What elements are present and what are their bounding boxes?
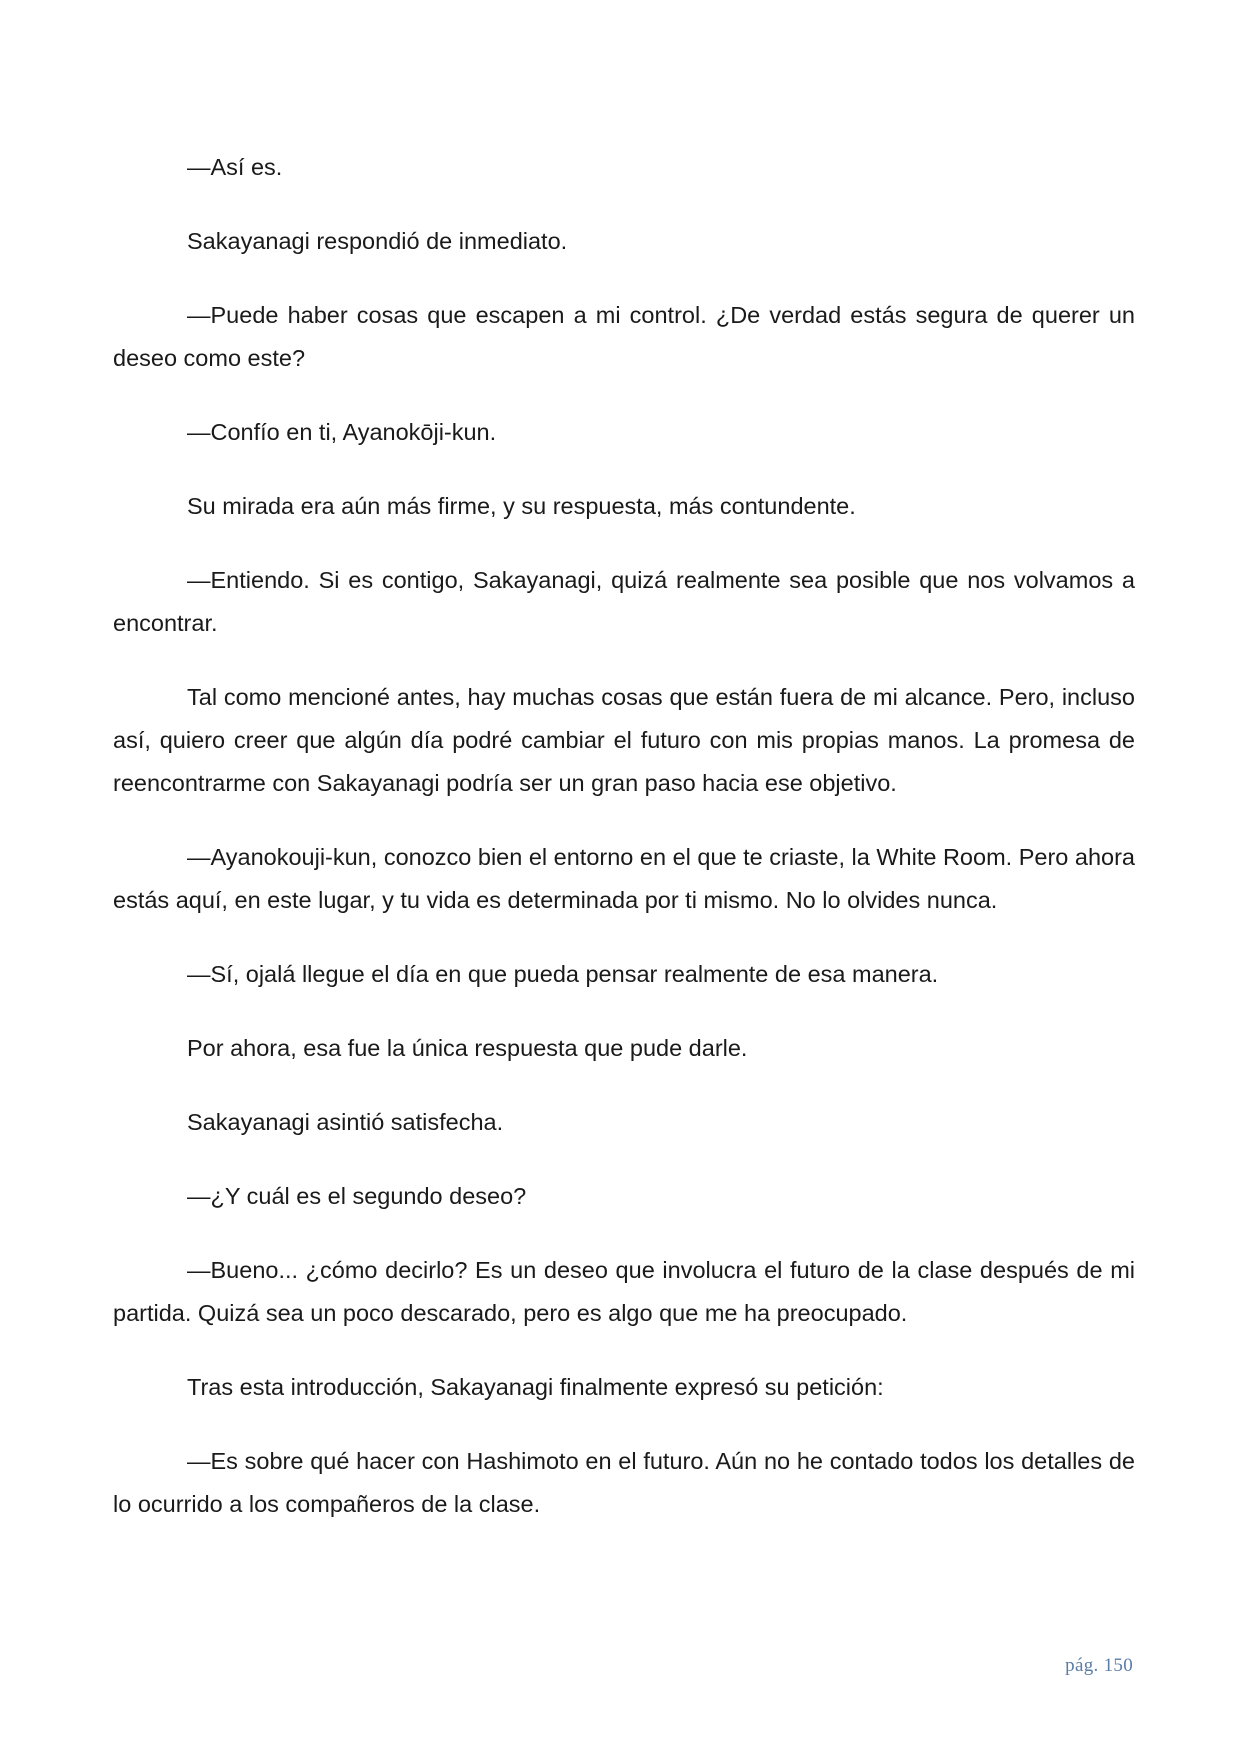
paragraph-3: —Puede haber cosas que escapen a mi control. ¿De verdad estás segura de querer un deseo como este?: [113, 302, 1135, 371]
paragraph-2: Sakayanagi respondió de inmediato.: [187, 228, 568, 254]
paragraph-11: Sakayanagi asintió satisfecha.: [187, 1109, 504, 1135]
paragraph-1: —Así es.: [187, 154, 283, 180]
paragraph-4: —Confío en ti, Ayanokōji-kun.: [187, 419, 497, 445]
paragraph-15: —Es sobre qué hacer con Hashimoto en el futuro. Aún no he contado todos los detalles de lo ocurrido a los compañeros de la clase.: [113, 1448, 1135, 1517]
paragraph-5: Su mirada era aún más firme, y su respuesta, más contundente.: [187, 493, 856, 519]
body-text: [113, 146, 1135, 1557]
page-number: pág. 150: [1065, 1655, 1133, 1676]
paragraph-6: —Entiendo. Si es contigo, Sakayanagi, quizá realmente sea posible que nos volvamos a encontrar.: [113, 567, 1135, 636]
paragraph-10: Por ahora, esa fue la única respuesta que pude darle.: [187, 1035, 748, 1061]
paragraph-13: —Bueno... ¿cómo decirlo? Es un deseo que involucra el futuro de la clase después de mi partida. Quizá sea un poco descarado, pero es algo que me ha preocupado.: [113, 1257, 1135, 1326]
paragraph-12: —¿Y cuál es el segundo deseo?: [187, 1183, 527, 1209]
paragraph-14: Tras esta introducción, Sakayanagi finalmente expresó su petición:: [187, 1374, 884, 1400]
paragraph-7: Tal como mencioné antes, hay muchas cosas que están fuera de mi alcance. Pero, incluso así, quiero creer que algún día podré cambiar el futuro con mis propias manos. La promesa de reencontrarme con Sakayanagi podría ser un gran paso hacia ese objetivo.: [113, 684, 1135, 796]
paragraph-8: —Ayanokouji-kun, conozco bien el entorno en el que te criaste, la White Room. Pero ahora estás aquí, en este lugar, y tu vida es determinada por ti mismo. No lo olvides nunca.: [113, 844, 1135, 913]
paragraph-9: —Sí, ojalá llegue el día en que pueda pensar realmente de esa manera.: [187, 961, 939, 987]
